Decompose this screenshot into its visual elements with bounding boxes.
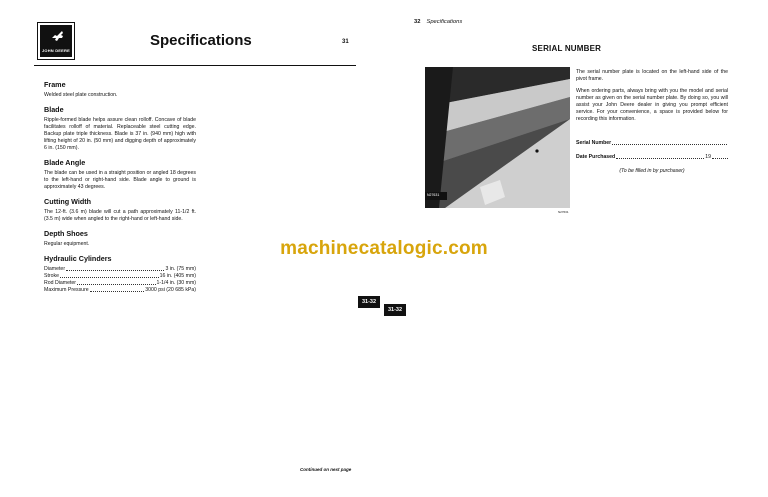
dot-leader xyxy=(90,287,145,292)
page-tab: 31-32 xyxy=(358,296,380,308)
photo-label: N27631 xyxy=(427,193,440,197)
section-text: The 12-ft. (3.6 m) blade will cut a path approximately 11-1/2 ft. (3.5 m) wide when angled to the right-hand or left-hand side. xyxy=(44,209,196,222)
field-label: Date Purchased xyxy=(576,154,616,160)
dot-leader xyxy=(77,280,155,285)
spec-row xyxy=(44,266,196,273)
running-header xyxy=(414,19,462,25)
header-rule xyxy=(34,65,356,66)
spec-value: 3 in. (75 mm) xyxy=(165,266,196,272)
spec-row xyxy=(44,287,196,294)
serial-plate-photo xyxy=(425,67,570,208)
spec-row xyxy=(44,280,196,287)
spec-section-frame xyxy=(44,80,196,99)
spec-value: 1-1/4 in. (30 mm) xyxy=(156,280,196,286)
field-label: Serial Number xyxy=(576,140,612,146)
pivot-frame-illustration xyxy=(425,67,570,208)
section-title: SERIAL NUMBER xyxy=(532,44,602,53)
spec-label: Stroke xyxy=(44,273,59,279)
specifications-column xyxy=(44,80,196,300)
spec-value: 16 in. (405 mm) xyxy=(159,273,196,279)
page-title: Specifications xyxy=(150,32,252,49)
watermark: machinecatalogic.com xyxy=(280,238,488,259)
section-text: The blade can be used in a straight position or angled 18 degrees to the left-hand or right-hand side. Blade angle to ground is approximately 43 degrees. xyxy=(44,170,196,190)
page-number-right: 32 xyxy=(414,19,421,25)
spec-row xyxy=(44,273,196,280)
dot-leader xyxy=(66,266,164,271)
spec-section-hydraulic xyxy=(44,254,196,294)
continued-note: Continued on next page xyxy=(300,467,352,472)
serial-number-text xyxy=(576,69,728,174)
section-text: Regular equipment. xyxy=(44,241,90,247)
section-heading: Blade Angle xyxy=(44,158,86,167)
spec-section-cutting-width xyxy=(44,197,196,223)
spec-label: Diameter xyxy=(44,266,66,272)
year-prefix: 19 xyxy=(705,154,711,160)
spec-section-blade-angle xyxy=(44,158,196,191)
dot-leader xyxy=(60,273,159,278)
section-text: Ripple-formed blade helps assure clean rolloff. Concave of blade facilitates rolloff of material. Replaceable steel cutting edge. Backup plate triple thickness. Blade is 37 in. (940 mm) high with lifting height of 20 in. (50 mm) and digging depth of approximately 6 in. (150 mm). xyxy=(44,117,196,151)
john-deere-logo xyxy=(37,22,75,60)
section-heading: Cutting Width xyxy=(44,197,92,206)
spec-value: 3000 psi (20 685 kPa) xyxy=(145,287,196,293)
serial-number-field[interactable] xyxy=(576,140,728,147)
date-purchased-field[interactable] xyxy=(576,154,728,161)
dot-leader xyxy=(612,144,727,145)
purchaser-note: (To be filled in by purchaser) xyxy=(619,168,685,174)
page-tab: 31-32 xyxy=(384,304,406,316)
section-heading: Depth Shoes xyxy=(44,229,88,238)
spec-label: Rod Diameter xyxy=(44,280,77,286)
spec-section-blade xyxy=(44,105,196,152)
spec-label: Maximum Pressure xyxy=(44,287,89,293)
section-text: Welded steel plate construction. xyxy=(44,92,118,98)
section-heading: Frame xyxy=(44,80,66,89)
running-title: Specifications xyxy=(426,19,463,25)
page-number-left: 31 xyxy=(342,39,349,45)
deer-icon xyxy=(50,29,66,43)
photo-caption: N27631 xyxy=(558,210,569,214)
section-heading: Hydraulic Cylinders xyxy=(44,254,112,263)
section-heading: Blade xyxy=(44,105,64,114)
paragraph: When ordering parts, always bring with you the model and serial number as given on the serial number plate. By doing so, you will assist your John Deere dealer in giving you prompt efficient service. For your convenience, a space is provided below for recording this information. xyxy=(576,88,728,122)
logo-text: JOHN DEERE xyxy=(41,48,70,53)
dot-leader xyxy=(712,158,728,159)
paragraph: The serial number plate is located on the left-hand side of the pivot frame. xyxy=(576,69,728,82)
dot-leader xyxy=(616,158,704,159)
